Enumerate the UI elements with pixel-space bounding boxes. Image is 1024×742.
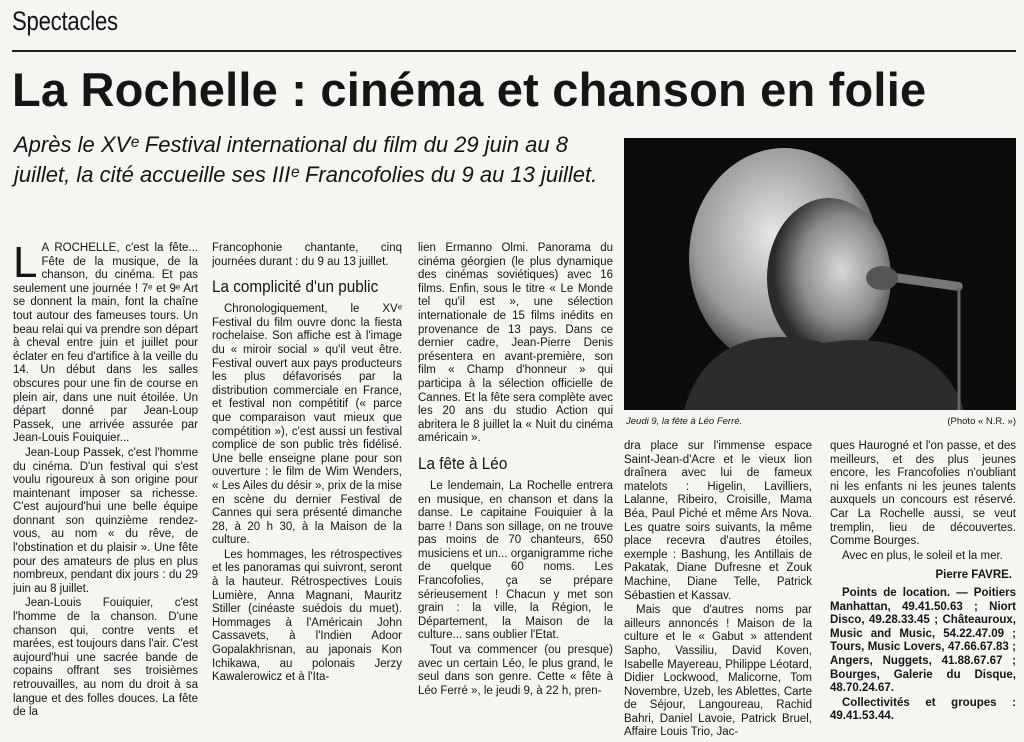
paragraph: Jean-Loup Passek, c'est l'homme du cinéma. D'un festival qui s'est voulu rigoureux à son origine pour maintenant imposer sa richesse. C'est aujourd'hui une belle équipe donnant son quinzième rendez-vous, au nom « du rêve, de l'obstination et du plaisir ». Une fête pour des amateurs de plus en plus nombreux, pendant dix jours : du 29 juin au 8 juillet. xyxy=(13,446,198,595)
column-3 xyxy=(418,242,613,742)
paragraph: Francophonie chantante, cinq journées durant : du 9 au 13 juillet. xyxy=(212,242,402,268)
paragraph xyxy=(13,242,198,446)
column-1 xyxy=(13,242,198,742)
photo-leo-ferre xyxy=(624,138,1016,410)
subheading-fete-a-leo: La fête à Léo xyxy=(418,453,508,473)
photo-caption xyxy=(626,416,1016,427)
header-rule xyxy=(12,50,1016,52)
paragraph: Jean-Louis Fouiquier, c'est l'homme de la chanson. D'une chanson qui, contre vents et marées, est toujours dans l'air. C'est aujourd'hui une sacrée bande de copains offrant ses troisièmes retrouvailles, au nom du droit à sa langue et des folles douces. La fête de la xyxy=(13,597,198,719)
column-4 xyxy=(624,440,812,742)
paragraph: lien Ermanno Olmi. Panorama du cinéma géorgien (le plus dynamique des cinémas soviétiques) avec 16 films. Enfin, sous le titre « Le Monde tel qu'il est », une sélection internationale de 15 films inédits en provenance de 13 pays. Dans ce dernier cadre, Jean-Pierre Denis présentera en avant-première, son film « Champ d'honneur » qui participa à la sélection officielle de Cannes. Et la fête sera complète avec les 20 ans du studio Action qui abritera le 8 juillet la « Nuit du cinéma américain ». xyxy=(418,242,613,445)
column-2 xyxy=(212,242,402,742)
column-5 xyxy=(830,440,1016,742)
photo-credit: (Photo « N.R. ») xyxy=(947,416,1016,427)
headline: La Rochelle : cinéma et chanson en folie xyxy=(12,63,927,116)
paragraph: Les hommages, les rétrospectives et les panoramas qui suivront, seront à la hauteur. Rétrospectives Louis Lumière, Anna Magnani, Mauritz Stiller (cinéaste suédois du muet). Hommages à l'Américain John Cassavets, à l'Indien Adoor Gopalakhrisnan, au japonais Kon Ichikawa, au polonais Jerzy Kawalerowicz et à l'Ita- xyxy=(212,548,402,684)
deck-subtitle: Après le XVᵉ Festival international du film du 29 juin au 8 juillet, la cité accueille ses IIIᵉ Francofolies du 9 au 13 juillet. xyxy=(14,132,598,187)
singer-photo-illustration xyxy=(624,138,1016,410)
drop-cap: L xyxy=(13,242,38,287)
paragraph: Chronologiquement, le XVᵉ Festival du film ouvre donc la fiesta rochelaise. Son affiche est à l'image du « miroir social » qu'il veut être. Festival ouvert aux pays producteurs les plus défavorisés par la distribution commerciale en France, et festival non compétitif (« parce que comparaison vaut mieux que compétition »), c'est aussi un festival complice de son public très fidélisé. Une belle enseigne plane pour son ouverture : le film de Wim Wenders, « Les Ailes du désir », prix de la mise en scène du dernier Festival de Cannes qui sera présenté dimanche 28, à 20 h 30, à la Maison de la culture. xyxy=(212,303,402,547)
paragraph: Tout va commencer (ou presque) avec un certain Léo, le plus grand, le seul dans son genre. Cette « fête à Léo Ferré », le jeudi 9, à 22 h, pren- xyxy=(418,644,613,697)
paragraph: Avec en plus, le soleil et la mer. xyxy=(842,549,1003,562)
caption-text: Jeudi 9, la fête à Léo Ferré. xyxy=(626,416,743,427)
author-signature: Pierre FAVRE. xyxy=(935,569,1012,582)
subheading-complicite: La complicité d'un public xyxy=(212,277,379,297)
paragraph: Le lendemain, La Rochelle entrera en musique, en chanson et dans la danse. Le capitaine Fouiquier à la barre ! Dans son sillage, on ne trouve pas moins de 70 chanteurs, 650 musiciens et un... organigramme riche de quelque 60 noms. Les Francofolies, ça se prépare sérieusement ! Chacun y met son grain : la ville, la Région, le Département, la Maison de la culture... sans oublier l'Etat. xyxy=(418,479,613,642)
section-rubric: Spectacles xyxy=(12,6,118,36)
ticket-locations: Points de location. — Poitiers Manhattan, 49.41.50.63 ; Niort Disco, 49.28.33.45 ; Châteauroux, Music and Music, 54.22.47.09 ; Tours, Music Lovers, 47.66.67.83 ; Angers, Nuggets, 41.88.67.67 ; Bourges, Galerie du Disque, 48.70.24.67. xyxy=(830,586,1016,695)
paragraph: dra place sur l'immense espace Saint-Jean-d'Acre et le vieux lion draînera avec lui de fameux matelots : Higelin, Lavilliers, Lalanne, Ribeiro, Croisille, Mama Béa, Paul Piché et même Ars Nova. Les quatre soirs suivants, la même place recevra d'autres étoiles, exemple : Bashung, les Antillais de Pakatak, Diane Dufresne et Zouk Machine, Diane Telle, Patrick Sébastien et Kassav. xyxy=(624,440,812,602)
paragraph-text: A ROCHELLE, c'est la fête... Fête de la musique, de la chanson, du cinéma. Et pas seulement une journée ! 7ᵉ et 9ᵉ Art se donnent la main, font la chaîne tout autour des fameuses tours. Un beau relai qui va prendre son départ à cheval entre juin et juillet pour éclater en feu d'artifice à la veille du 14. Un début dans les salles obscures pour une fin de course en plein air, dans une nuit étoilée. Un départ donné par Jean-Loup Passek, une arrivée assurée par Jean-Louis Fouiquier... xyxy=(13,242,198,445)
paragraph: Mais que d'autres noms par ailleurs annoncés ! Maison de la culture et le « Gabut » attendent Sapho, Vassiliu, David Koven, Isabelle Mayereau, Philippe Léotard, Didier Lockwood, Malicorne, Tom Novembre, Uzeb, les Ablettes, Carte de Séjour, Langoureau, Rachid Bahri, Daniel Lavoie, Patrick Bruel, Affaire Louis Trio, Jac- xyxy=(624,604,812,739)
group-bookings: Collectivités et groupes : 49.41.53.44. xyxy=(830,696,1016,723)
paragraph: ques Haurogné et l'on passe, et des meilleurs, et des plus jeunes encore, les Francofolies n'oubliant ni les enfants ni les jeunes talents auxquels un concours est réservé. Car La Rochelle aussi, se veut tremplin, lieu de découvertes. Comme Bourges. xyxy=(830,440,1016,548)
